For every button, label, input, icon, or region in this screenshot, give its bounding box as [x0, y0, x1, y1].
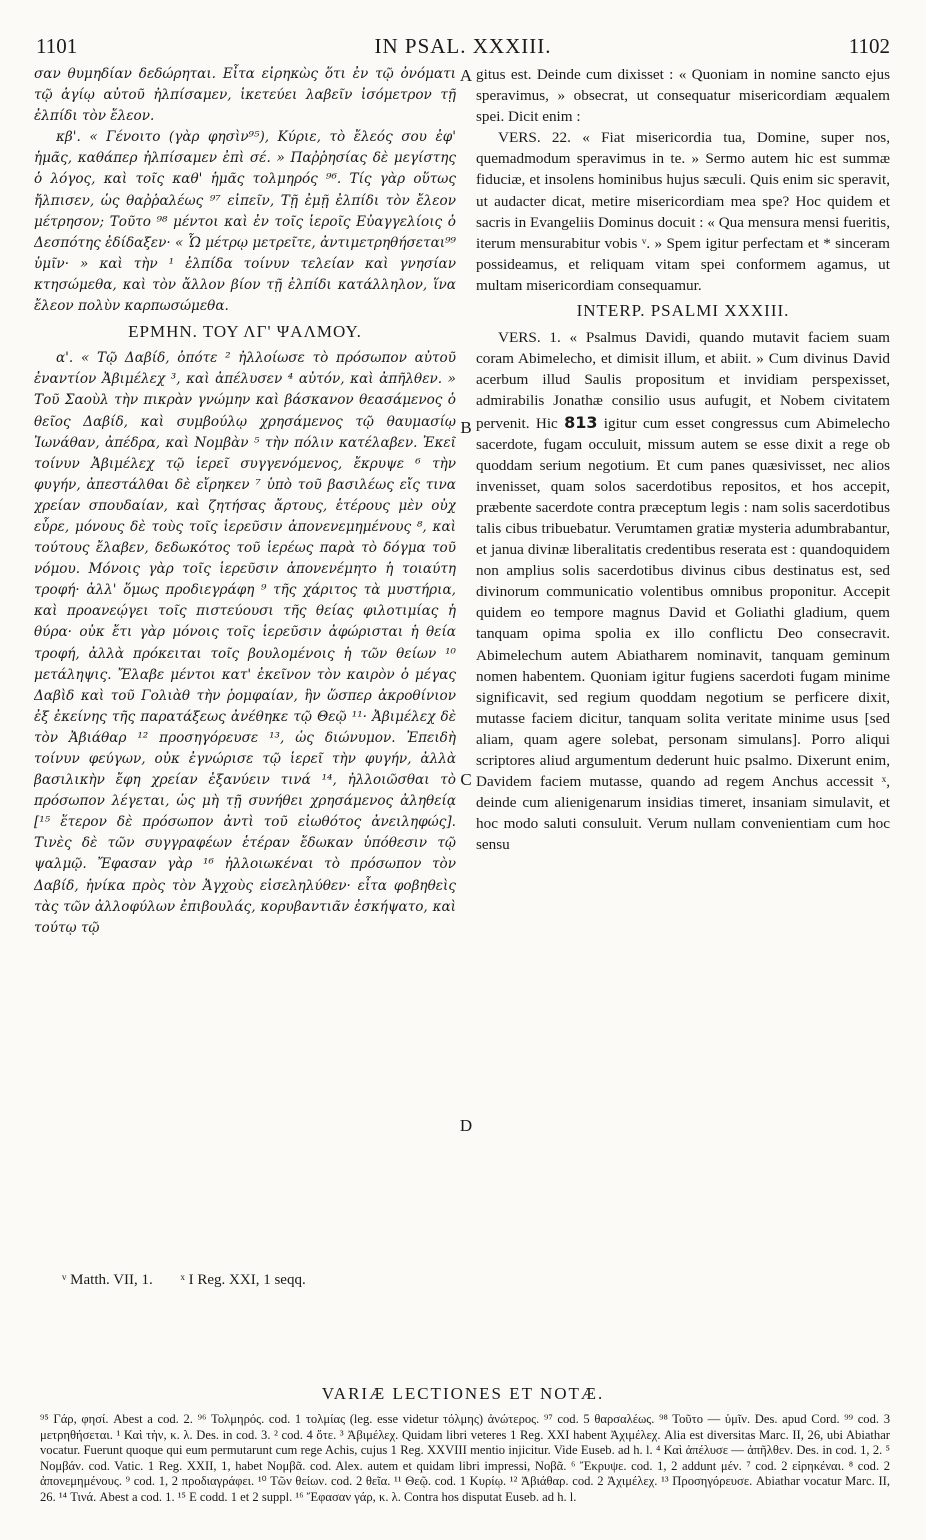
latin-column — [476, 64, 890, 1464]
footnote-x: ˣ I Reg. XXI, 1 seqq. — [180, 1272, 306, 1288]
greek-paragraph: α'. « Τῷ Δαβίδ, ὁπότε ² ἠλλοίωσε τὸ πρόσωπον αὐτοῦ ἐναντίον Ἀβιμέλεχ ³, καὶ ἀπέλυσεν ⁴ αὐτόν, καὶ ἀπῆλθεν. » Τοῦ Σαοὺλ τὴν πικρὰν γνώμην καὶ βάσκανον θεασάμενος ὁ θεῖος Δαβίδ, καὶ συμβούλῳ χρησάμενος τῷ θαυμασίῳ Ἰωνάθαν, ἀπέδρα, καὶ Νομβὰν ⁵ τὴν πόλιν κατέλαβεν. Ἐκεῖ τοίνυν Ἀβιμέλεχ τῷ ἱερεῖ συγγενόμενος, ἔκρυψε ⁶ τὴν φυγήν, ἀπεστάλθαι δὲ εἴρηκεν ⁷ ὑπὸ τοῦ βασιλέως εἴς τινα χρείαν σπουδαίαν, καὶ ζητήσας ἄρτους, ἑτέρους μὲν οὐχ εὗρε, μόνους δὲ τοὺς τοῖς ἱερεῦσιν ἀπονενεμημένους ⁸, καὶ τούτους ἔλαβεν, δεδωκότος τοῦ ἱερέως παρὰ τὸ δόγμα τοῦ νόμου. Μόνοις γὰρ τοῖς ἱερεῦσιν ἀπονενέμητο ἡ τοιαύτη τροφή· ἀλλ' ὅμως προδιεγράφη ⁹ τῆς χάριτος τὰ μυστήρια, καὶ προανεῴγει τοῖς πιστεύουσι τῆς θείας φιλοτιμίας ἡ θύρα· οὐκ ἔτι γὰρ μόνοις τοῖς ἱερεῦσιν ἀφώρισται ἡ θεία τροφή, ἀλλὰ πρόκειται τοῖς βουλομένοις ἡ τῶν θείων ¹⁰ μετάληψις. Ἔλαβε μέντοι κατ' ἐκεῖνον τὸν καιρὸν ὁ μέγας Δαβὶδ καὶ τοῦ Γολιὰθ τὴν ῥομφαίαν, ἣν ὥσπερ ἀκροθίνιον ἐξ ἐκείνης τῆς παρατάξεως ἀνέθηκε τῷ Θεῷ ¹¹· Ἀβιμέλεχ δὲ τὸν Ἀβιάθαρ ¹² προσηγόρευσε ¹³, ὡς διώνυμον. Ἐπειδὴ τοίνυν φεύγων, οὐκ ἐγνώρισε τῷ ἱερεῖ τὴν φυγήν, ἀλλὰ βασιλικὴν ἔφη χρείαν ἐξανύειν τινά ¹⁴, ἠλλοιῶσθαι τὸ πρόσωπον λέγεται, ὡς μὴ τῇ συνήθει χρησάμενος ἀληθείᾳ [¹⁵ ἕτερον δὲ πρόσωπον ἀντὶ τοῦ εἰωθότος ἀνειληφώς]. Τινὲς δὲ τῶν συγγραφέων ἑτέραν ἔδωκαν ὑπόθεσιν τῷ ψαλμῷ. Ἔφασαν γὰρ ¹⁶ ἠλλοιωκέναι τὸ πρόσωπον τὸν Δαβίδ, ἡνίκα πρὸς τὸν Ἀγχοὺς εἰσεληλύθεν· εἶτα φοβηθεὶς τὰς τῶν ἀλλοφύλων ἐπιβουλάς, κορυβαντιᾶν ἐσκήψατο, καὶ τούτῳ τῷ — [34, 350, 456, 936]
margin-marker-a: A — [459, 66, 473, 85]
margin-marker-c: C — [460, 770, 472, 789]
latin-paragraph: VERS. 22. « Fiat misericordia tua, Domine, super nos, quemadmodum speravimus in te. » Sermo autem hic est summæ fiduciæ, et insolens hominibus hujus sæculi. Quis enim sic speravit, ut audacter dicat, metire misericordiam mea spe? Hoc quidem et sacris in Evangeliis Dominus docuit : « Qua mensura mensi fueritis, iterum mensurabitur vobis ᵛ. » Spem igitur perfectam et * sinceram possideamus, et reliquam vitam spei conformem agamus, ut multam misericordiam consequamur. — [476, 129, 890, 294]
page-number-right: 1102 — [848, 34, 890, 58]
latin-text: VERS. 1. « Psalmus Davidi, quando mutavit faciem suam coram Abimelecho, et dimisit illum, et abiit. » Cum divinus David acerbum illud Saulis propositum et invidiam perspexisset, admirabilis Jonathæ consilio usus aufugit, et Nobem civitatem pervenit. Hic — [476, 329, 890, 432]
variae-lectiones-notes — [40, 1412, 890, 1536]
variae-lectiones-text: ⁹⁵ Γάρ, φησί. Abest a cod. 2. ⁹⁶ Τολμηρός. cod. 1 τολμίας (leg. esse videtur τόλμης) ἀνώτερος. ⁹⁷ cod. 5 θαρσαλέως. ⁹⁸ Τοῦτο — ὑμῖν. Des. apud Cord. ⁹⁹ cod. 3 μετρηθήσεται. ¹ Καὶ τὴν, κ. λ. Des. in cod. 3. ² cod. 4 ὅτε. ³ Ἀβιμέλεχ. Quidam libri veteres 1 Reg. XXI habent Ἀχιμέλεχ. Alia est diversitas Marc. II, 26, ubi Abiathar vocatur. Fuerunt quoque qui eum permutarunt cum rege Achis, cujus 1 Reg. XXVIII mentio injicitur. Vide Euseb. ad h. l. ⁴ Καὶ ἀπέλυσε — ἀπῆλθεν. Des. in cod. 1, 2. ⁵ Νομβάν. cod. Vatic. 1 Reg. XXII, 1, habet Νομβᾶ. cod. Alex. autem et quidam libri impressi, Νοβᾶ. ⁶ Ἔκρυψε. cod. 1, 2 addunt μέν. ⁷ cod. 2 εἰρηκέναι. ⁸ cod. 2 ἀπονεμημένους. ⁹ cod. 1, 2 προδιαγράφει. ¹⁰ Τῶν θείων. cod. 2 θεῖα. ¹¹ Θεῷ. cod. 1 Κυρίῳ. ¹² Ἀβιάθαρ. cod. 2 Ἀχιμέλεχ. ¹³ Προσηγόρευσε. Abiathar vocatur Marc. II, 26. ¹⁴ Τινά. Abest a cod. 1. ¹⁵ E codd. 1 et 2 suppl. ¹⁶ Ἔφασαν γάρ, κ. λ. Contra hos disputat Euseb. ad h. l. — [40, 1412, 890, 1504]
variae-lectiones-title: VARIÆ LECTIONES ET NOTÆ. — [321, 1384, 605, 1403]
margin-marker-d: D — [459, 1116, 473, 1135]
latin-section-heading: INTERP. PSALMI XXXIII. — [576, 301, 790, 321]
latin-paragraph — [476, 327, 890, 855]
margin-marker-b: B — [460, 418, 472, 437]
running-title: IN PSAL. XXXIII. — [374, 34, 552, 58]
latin-paragraph: gitus est. Deinde cum dixisset : « Quoniam in nomine sancto ejus speravimus, » obsecrat, ut consequatur misericordiam æqualem spei. Dicit enim : — [476, 66, 890, 126]
footnotes — [62, 1272, 882, 1289]
greek-paragraph: σαν θυμηδίαν δεδώρηται. Εἶτα εἰρηκὼς ὅτι ἐν τῷ ὀνόματι τῷ ἁγίῳ αὐτοῦ ἠλπίσαμεν, ἱκετεύει λαβεῖν ἰσόμετρον τῇ ἐλπίδι τὸν ἔλεον. — [34, 66, 456, 125]
page-number-left: 1101 — [36, 34, 78, 58]
running-header — [36, 34, 890, 58]
greek-paragraph: κβ'. « Γένοιτο (γὰρ φησὶν⁹⁵), Κύριε, τὸ ἔλεός σου ἐφ' ἡμᾶς, καθάπερ ἠλπίσαμεν ἐπὶ σέ. » Παῤῥησίας δὲ μεγίστης ὁ λόγος, καὶ τοῖς καθ' ἡμᾶς τολμηρός ⁹⁶. Τίς γὰρ οὕτως ἤλπισεν, ὡς θαῤῥαλέως ⁹⁷ εἰπεῖν, Τῇ ἐμῇ ἐλπίδι τὸν ἔλεον μέτρησον; Τοῦτο ⁹⁸ μέντοι καὶ ἐν τοῖς ἱεροῖς Εὐαγγελίοις ὁ Δεσπότης ἐδίδαξεν· « Ὧ μέτρῳ μετρεῖτε, ἀντιμετρηθήσεται⁹⁹ ὑμῖν· » καὶ τὴν ¹ ἐλπίδα τοίνυν τελείαν καὶ γνησίαν κτησώμεθα, καὶ τὸν ἄλλον βίον τῇ ἐλπίδι κατάλληλον, ἵνα ἔλεον πολὺν καρπωσώμεθα. — [34, 129, 456, 315]
column-number: 813 — [564, 412, 598, 432]
footnote-v: ᵛ Matth. VII, 1. — [62, 1272, 153, 1288]
greek-section-heading: ΕΡΜΗΝ. ΤΟΥ ΛΓ' ΨΑΛΜΟΥ. — [128, 322, 362, 342]
greek-column — [34, 64, 456, 1464]
latin-text: igitur cum esset congressus cum Abimelecho sacerdote, fugam occuluit, missum autem se esse dixit a rege ob quoddam serium negotium. Et cum panes quæsivisset, nec alios invenisset, quam solos sacerdotibus repositos, et hos accepit, præbente sacerdote contra præceptum legis : nam solis sacerdotibus talis cibus tribuebatur. Verumtamen gratiæ mysteria adumbrabantur, et janua divinæ liberalitatis credentibus reserata est : quandoquidem non amplius solis sacerdotibus divinus cibus destinatus est, sed divinorum communicatio volentibus omnibus proponitur. Accepit quidem eo tempore magnus David et Goliathi gladium, quem tanquam opima spolia ex illo conflictu Deo consecravit. Abimelechum autem Abiatharem nominavit, tanquam geminum nomen habentem. Quoniam igitur fugiens sacerdoti fugam minime significavit, sed regium quoddam negotium se perficere dixit, mutasse faciem dicitur, tanquam solita veritate minime usus [sed aliam, quam agere solebat, personam simulans]. Porro aliqui scriptores aliud argumentum dederunt huic psalmo. Dixerunt enim, Davidem faciem mutasse, quando ad regem Anchus accessit ˣ, deinde cum alienigenarum insidias timeret, insaniam simulavit, et hoc modo saluti consuluit. Verum nullam convenientiam cum hoc sensu — [476, 414, 890, 854]
